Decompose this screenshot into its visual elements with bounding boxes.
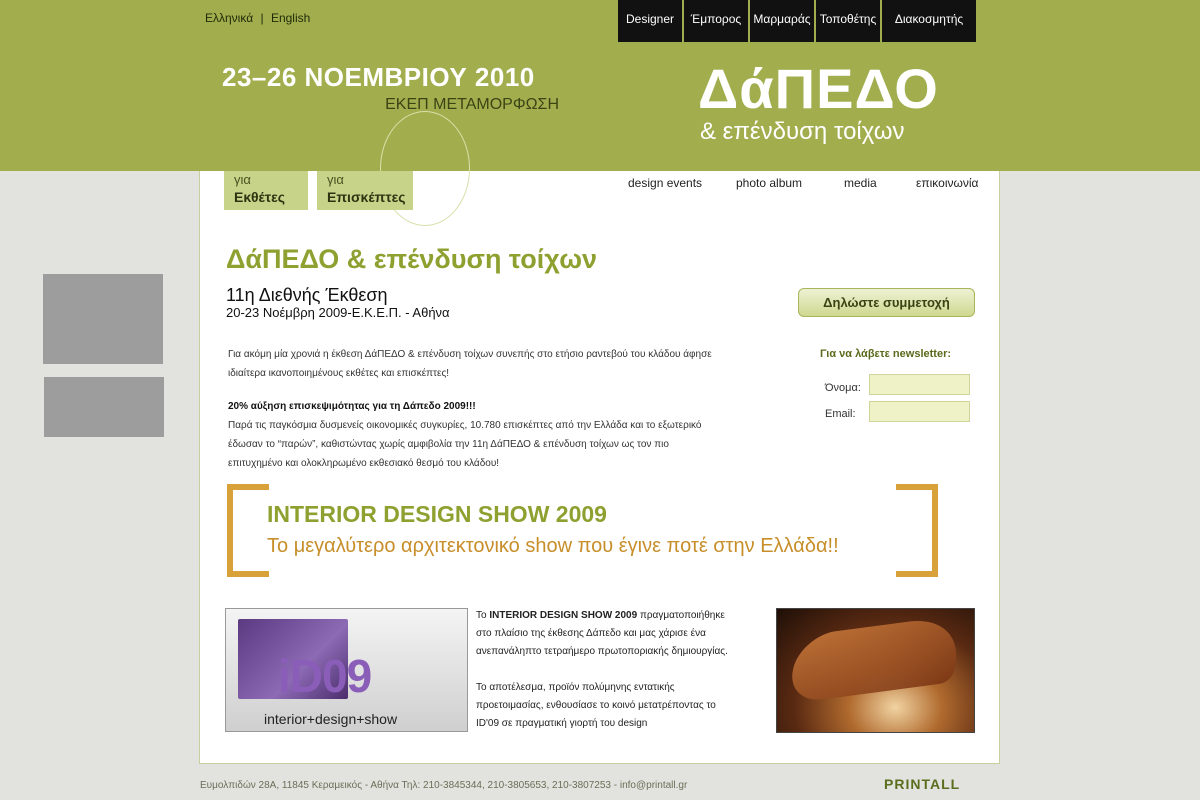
lang-english-link[interactable]: English	[270, 11, 311, 25]
page-title: ΔάΠΕΔΟ & επένδυση τοίχων	[226, 244, 598, 274]
banner-title[interactable]: INTERIOR DESIGN SHOW 2009	[267, 501, 607, 527]
tab-visitors[interactable]	[317, 171, 413, 210]
topnav-designer[interactable]: Designer	[618, 0, 682, 42]
topnav-merchant[interactable]: Έμπορος	[684, 0, 748, 42]
tab-exhibitors-label: Εκθέτες	[234, 189, 286, 205]
content-panel	[199, 171, 1000, 764]
event-dates: 23–26 ΝΟΕΜΒΡΙΟΥ 2010	[222, 62, 535, 92]
side-banner-1[interactable]	[43, 274, 163, 364]
topnav-installer[interactable]: Τοποθέτης	[816, 0, 880, 42]
newsletter-title: Για να λάβετε newsletter:	[820, 348, 952, 360]
desc-line-1	[476, 607, 771, 625]
stats-line-3: επιτυχημένο και ολοκληρωμένο εκθεσιακό θεσμό του κλάδου!	[228, 458, 500, 469]
event-venue: ΕΚΕΠ ΜΕΤΑΜΟΡΦΩΣΗ	[385, 96, 559, 113]
page-subtitle: 11η Διεθνής Έκθεση	[226, 285, 388, 305]
topnav-marble[interactable]: Μαρμαράς	[750, 0, 814, 42]
desc-line-3: ανεπανάληπτο τετραήμερο πρωτοποριακής δημιουργίας.	[476, 646, 728, 657]
subnav-design-events[interactable]: design events	[628, 176, 703, 190]
stats-paragraph	[228, 397, 748, 473]
ids-description	[476, 607, 771, 733]
stats-headline	[228, 397, 748, 416]
banner-bracket-left	[227, 484, 269, 577]
banner-bracket-right	[896, 484, 938, 577]
subnav-photo-album[interactable]: photo album	[736, 176, 803, 190]
wood-installation-photo[interactable]	[776, 608, 975, 733]
side-banner-2[interactable]	[44, 377, 164, 437]
intro-line-2: ιδιαίτερα ικανοποιημένους εκθέτες και επισκέπτες!	[228, 368, 450, 379]
tab-exhibitors[interactable]	[224, 171, 308, 210]
site-logo[interactable]: ΔάΠΕΔΟ	[698, 57, 939, 120]
desc-line-1-post: πραγματοποιήθηκε	[637, 610, 725, 621]
desc-line-6: ID'09 σε πραγματική γιορτή του design	[476, 718, 648, 729]
page-dates-line: 20-23 Νοέμβρη 2009-Ε.Κ.Ε.Π. - Αθήνα	[226, 305, 450, 320]
language-switcher	[205, 11, 310, 25]
topnav-decorator[interactable]: Διακοσμητής	[882, 0, 976, 42]
subnav-media[interactable]: media	[844, 176, 877, 190]
desc-line-5: προετοιμασίας, ενθουσίασε το κοινό μετατρέποντας το	[476, 700, 716, 711]
lang-separator: |	[260, 11, 264, 25]
id09-logo-text: iD09	[278, 650, 372, 702]
intro-paragraph	[228, 345, 748, 383]
desc-line-1-bold: INTERIOR DESIGN SHOW 2009	[489, 610, 638, 621]
banner-subtitle: Το μεγαλύτερο αρχιτεκτονικό show που έγινε ποτέ στην Ελλάδα!!	[267, 535, 839, 557]
newsletter-email-label: Email:	[825, 408, 856, 420]
tab-visitors-label: Επισκέπτες	[327, 189, 406, 205]
intro-line-1: Για ακόμη μία χρονιά η έκθεση ΔάΠΕΔΟ & επένδυση τοίχων συνεπής στο ετήσιο ραντεβού του κλάδου άφησε	[228, 349, 712, 360]
newsletter-email-field[interactable]	[869, 401, 970, 422]
id09-logo-image[interactable]	[225, 608, 468, 732]
header-band	[0, 0, 1200, 171]
printall-logo[interactable]: PRINTALL	[884, 776, 961, 792]
lang-greek-link[interactable]: Ελληνικά	[205, 11, 254, 25]
tab-visitors-small: για	[327, 172, 344, 187]
id09-caption: interior+design+show	[264, 711, 398, 727]
desc-line-1-pre: Το	[476, 610, 490, 621]
top-nav	[618, 0, 976, 42]
newsletter-name-label: Όνομα:	[825, 382, 861, 394]
subnav-contact[interactable]: επικοινωνία	[916, 176, 979, 190]
footer-address: Ευμολπιδών 28Α, 11845 Κεραμεικός - Αθήνα Τηλ: 210-3845344, 210-3805653, 210-3807253 - info@printall.gr	[200, 780, 688, 791]
desc-line-4: Το αποτέλεσμα, προϊόν πολύμηνης εντατικής	[476, 682, 675, 693]
stats-line-1: Παρά τις παγκόσμια δυσμενείς οικονομικές συγκυρίες, 10.780 επισκέπτες από την Ελλάδα και το εξωτερικό	[228, 420, 702, 431]
site-logo-subtitle: & επένδυση τοίχων	[700, 118, 905, 145]
desc-line-2: στο πλαίσιο της έκθεσης Δάπεδο και μας χάρισε ένα	[476, 628, 706, 639]
stats-line-2: έδωσαν το “παρών”, καθιστώντας χωρίς αμφιβολία την 11η ΔάΠΕΔΟ & επένδυση τοίχων ως τον πιο	[228, 439, 669, 450]
newsletter-name-field[interactable]	[869, 374, 970, 395]
photo-wood-shape	[781, 613, 972, 705]
join-button[interactable]: Δηλώστε συμμετοχή	[798, 288, 975, 317]
stats-headline-text: 20% αύξηση επισκεψιμότητας για τη Δάπεδο 2009!!!	[228, 401, 476, 412]
tab-exhibitors-small: για	[234, 172, 251, 187]
